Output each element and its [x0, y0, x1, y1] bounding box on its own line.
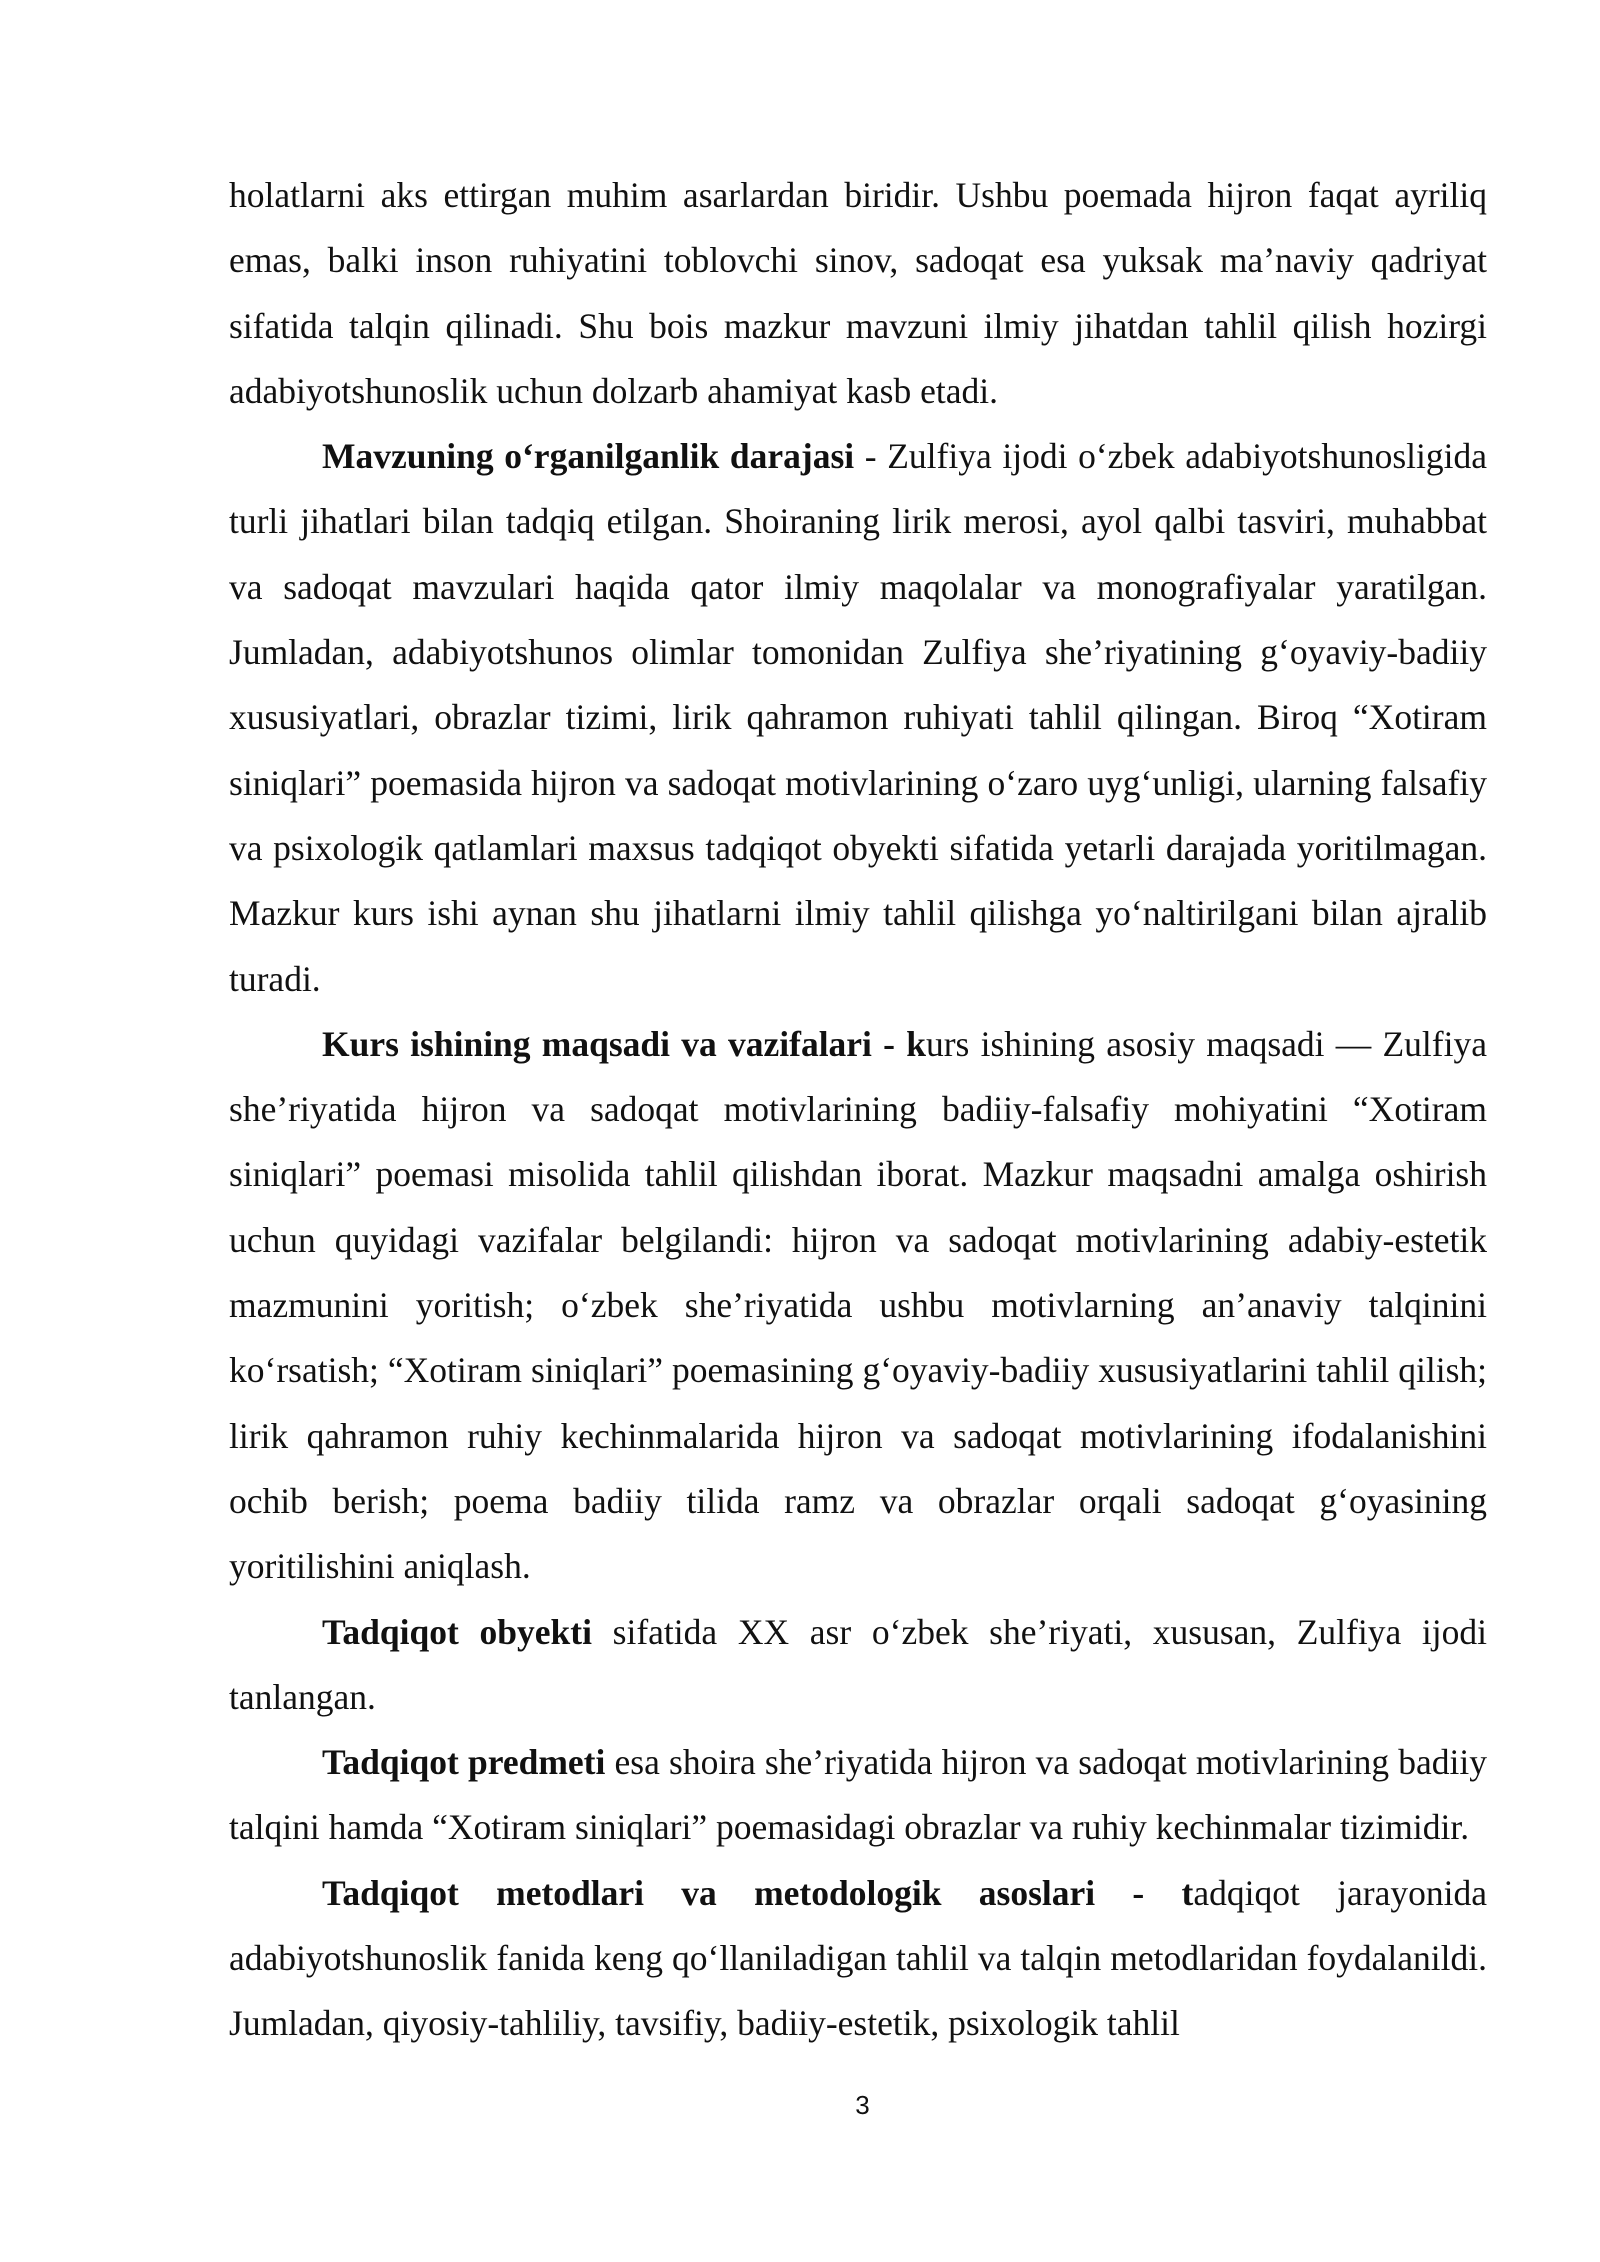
paragraph-heading: Tadqiqot predmeti	[322, 1742, 606, 1783]
paragraph-text: sifatida XX asr o‘zbek she’riyati, xususan, Zulfiya ijodi tanlangan.	[229, 1611, 1487, 1717]
paragraph-research-object	[229, 1600, 1487, 1731]
paragraph-goals-tasks	[229, 1012, 1487, 1600]
paragraph-text: - Zulfiya ijodi o‘zbek adabiyotshunosligida turli jihatlari bilan tadqiq etilgan. Shoiraning lirik merosi, ayol qalbi tasviri, muhabbat va sadoqat mavzulari haqida qator ilmiy maqolalar va monografiyalar yaratilgan. Jumladan, adabiyotshunos olimlar tomonidan Zulfiya she’riyatining g‘oyaviy-badiiy xususiyatlari, obrazlar tizimi, lirik qahramon ruhiyati tahlil qilingan. Biroq “Xotiram siniqlari” poemasida hijron va sadoqat motivlarining o‘zaro uyg‘unligi, ularning falsafiy va psixologik qatlamlari maxsus tadqiqot obyekti sifatida yetarli darajada yoritilmagan. Mazkur kurs ishi aynan shu jihatlarni ilmiy tahlil qilishga yo‘naltirilgani bilan ajralib turadi.	[229, 436, 1487, 999]
paragraph-text: holatlarni aks ettirgan muhim asarlardan biridir. Ushbu poemada hijron faqat ayriliq emas, balki inson ruhiyatini toblovchi sinov, sadoqat esa yuksak ma’naviy qadriyat sifatida talqin qilinadi. Shu bois mazkur mavzuni ilmiy jihatdan tahlil qilish hozirgi adabiyotshunoslik uchun dolzarb ahamiyat kasb etadi.	[229, 175, 1487, 411]
paragraph-research-subject	[229, 1730, 1487, 1861]
paragraph-heading: Tadqiqot metodlari va metodologik asoslari - t	[322, 1872, 1194, 1913]
paragraph-heading: Kurs ishining maqsadi va vazifalari - k	[322, 1023, 926, 1064]
paragraph-intro-continuation	[229, 163, 1487, 424]
paragraph-heading: Tadqiqot obyekti	[322, 1611, 592, 1652]
body-text	[229, 163, 1487, 2057]
paragraph-study-degree	[229, 424, 1487, 1012]
paragraph-text: esa shoira she’riyatida hijron va sadoqat motivlarining badiiy talqini hamda “Xotiram siniqlari” poemasidagi obrazlar va ruhiy kechinmalar tizimidir.	[229, 1742, 1487, 1848]
paragraph-heading: Mavzuning o‘rganilganlik darajasi	[322, 436, 855, 477]
paragraph-text: urs ishining asosiy maqsadi — Zulfiya she’riyatida hijron va sadoqat motivlarining badiiy-falsafiy mohiyatini “Xotiram siniqlari” poemasi misolida tahlil qilishdan iborat. Mazkur maqsadni amalga oshirish uchun quyidagi vazifalar belgilandi: hijron va sadoqat motivlarining adabiy-estetik mazmunini yoritish; o‘zbek she’riyatida ushbu motivlarning an’anaviy talqinini ko‘rsatish; “Xotiram siniqlari” poemasining g‘oyaviy-badiiy xususiyatlarini tahlil qilish; lirik qahramon ruhiy kechinmalarida hijron va sadoqat motivlarining ifodalanishini ochib berish; poema badiiy tilida ramz va obrazlar orqali sadoqat g‘oyasining yoritilishini aniqlash.	[229, 1023, 1487, 1587]
page-number: 3	[855, 2090, 870, 2120]
paragraph-text: adqiqot jarayonida adabiyotshunoslik fanida keng qo‘llaniladigan tahlil va talqin metodlaridan foydalanildi. Jumladan, qiyosiy-tahliliy, tavsifiy, badiiy-estetik, psixologik tahlil	[229, 1872, 1487, 2044]
paragraph-research-methods	[229, 1861, 1487, 2057]
